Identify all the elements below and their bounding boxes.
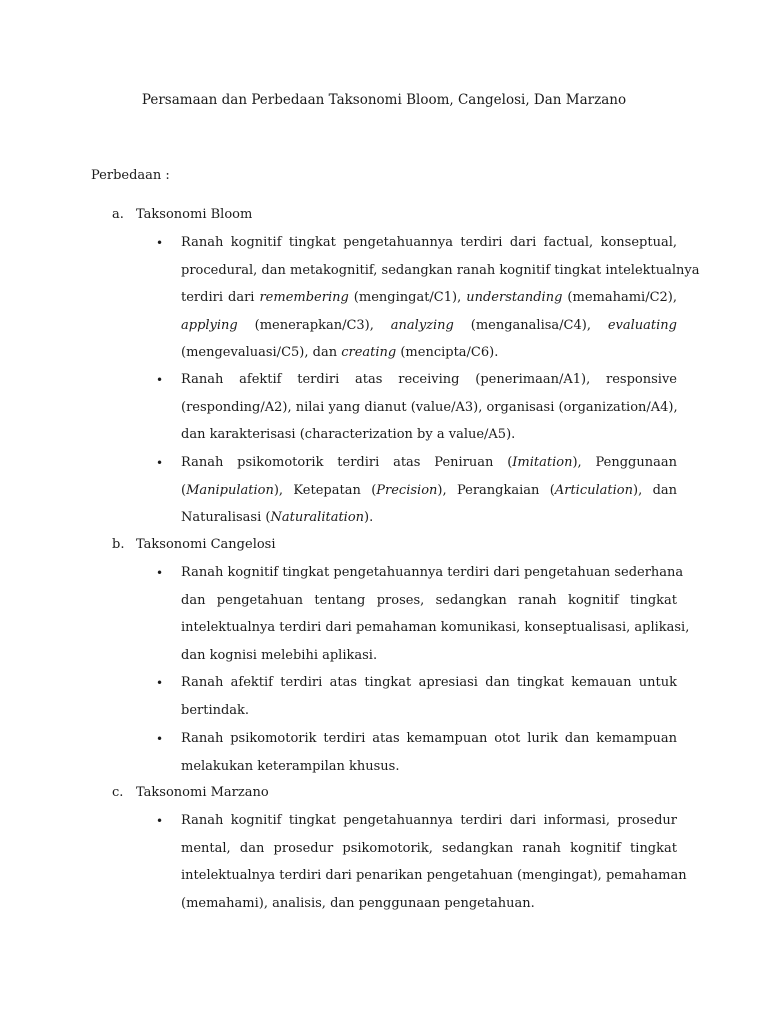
text-line [181, 449, 677, 477]
text-line [181, 504, 677, 532]
text-segment: mental, dan prosedur psikomotorik, sedangkan ranah kognitif tingkat [181, 840, 677, 856]
text-line [181, 284, 677, 312]
text-line [181, 339, 677, 367]
text-segment: (memahami/C2), [562, 290, 677, 305]
italic-term: Articulation [554, 482, 633, 498]
italic-term: Imitation [512, 455, 573, 470]
italic-term: creating [341, 345, 397, 360]
section-label: Taksonomi Cangelosi [136, 537, 276, 552]
text-line [181, 587, 677, 615]
text-segment: procedural, dan metakognitif, sedangkan ranah kognitif tingkat intelektualnya [181, 262, 700, 278]
list-item [181, 559, 690, 669]
section-letter: b. [112, 537, 125, 552]
text-line [181, 835, 677, 863]
text-line [181, 697, 677, 725]
text-line [181, 366, 677, 394]
list-item [181, 669, 677, 724]
text-segment: dan kognisi melebihi aplikasi. [181, 647, 378, 663]
text-line [181, 229, 677, 257]
text-line [181, 614, 690, 642]
text-line [181, 753, 677, 781]
text-segment: Ranah afektif terdiri atas receiving (penerimaan/A1), responsive [181, 372, 677, 387]
document-title: Persamaan dan Perbedaan Taksonomi Bloom, Cangelosi, Dan Marzano [141, 92, 627, 108]
text-segment: bertindak. [181, 702, 250, 718]
section-heading: Perbedaan : [91, 168, 170, 183]
section-label: Taksonomi Bloom [136, 207, 253, 222]
text-segment: Ranah psikomotorik terdiri atas kemampuan otot lurik dan kemampuan [181, 731, 677, 746]
bullet-icon: • [156, 814, 164, 828]
section-label: Taksonomi Marzano [136, 785, 269, 800]
italic-term: applying [181, 317, 238, 333]
bullet-icon: • [156, 236, 164, 250]
text-segment: (mengevaluasi/C5), dan [181, 345, 342, 360]
text-segment: Ranah afektif terdiri atas tingkat apresiasi dan tingkat kemauan untuk [181, 675, 677, 690]
text-segment: (memahami), analisis, dan penggunaan pengetahuan. [181, 895, 535, 911]
bullet-icon: • [156, 676, 164, 690]
italic-term: Manipulation [186, 482, 274, 498]
text-line [181, 257, 700, 285]
bullet-icon: • [156, 732, 164, 746]
text-segment: Ranah psikomotorik terdiri atas Peniruan ( [181, 455, 513, 470]
text-line [181, 890, 677, 918]
text-line [181, 862, 687, 890]
text-segment: dan pengetahuan tentang proses, sedangkan ranah kognitif tingkat [181, 592, 677, 608]
section-letter: c. [112, 785, 124, 800]
text-segment: Ranah kognitif tingkat pengetahuannya terdiri dari pengetahuan sederhana [181, 565, 684, 580]
text-segment: ), Ketepatan ( [273, 482, 377, 498]
italic-term: evaluating [607, 317, 677, 333]
bullet-icon: • [156, 373, 164, 387]
text-segment: (mengingat/C1), [348, 290, 467, 305]
list-item [181, 807, 687, 917]
italic-term: understanding [466, 290, 563, 305]
text-segment: intelektualnya terdiri dari pemahaman komunikasi, konseptualisasi, aplikasi, [181, 620, 690, 635]
bullet-icon: • [156, 456, 164, 470]
text-segment: intelektualnya terdiri dari penarikan pengetahuan (mengingat), pemahaman [181, 868, 687, 883]
italic-term: analyzing [390, 317, 454, 333]
text-segment: (menganalisa/C4), [453, 317, 608, 333]
text-segment: ), Penggunaan [572, 455, 677, 470]
text-segment: ), Perangkaian ( [437, 482, 555, 498]
text-line [181, 642, 677, 670]
list-item [181, 229, 700, 367]
text-segment: Ranah kognitif tingkat pengetahuannya terdiri dari informasi, prosedur [181, 813, 677, 828]
text-segment: (mencipta/C6). [396, 345, 499, 360]
bullet-icon: • [156, 566, 164, 580]
list-item [181, 449, 677, 532]
text-line [181, 807, 677, 835]
text-line [181, 477, 677, 505]
text-segment: dan karakterisasi (characterization by a value/A5). [181, 427, 516, 442]
text-line [181, 559, 684, 587]
italic-term: Precision [376, 482, 438, 498]
list-item [181, 725, 677, 780]
text-line [181, 669, 677, 697]
text-segment: Naturalisasi ( [181, 510, 271, 525]
text-segment: ), dan [633, 482, 678, 498]
text-line [181, 421, 677, 449]
italic-term: Naturalitation [270, 510, 365, 525]
text-line [181, 394, 677, 422]
text-segment: melakukan keterampilan khusus. [181, 758, 400, 774]
text-segment: (responding/A2), nilai yang dianut (value/A3), organisasi (organization/A4), [181, 399, 678, 415]
list-item [181, 366, 677, 449]
text-line [181, 312, 677, 340]
section-letter: a. [112, 207, 124, 222]
text-segment: terdiri dari [181, 290, 260, 305]
text-segment: ( [181, 482, 187, 498]
text-segment: ). [364, 510, 374, 525]
text-segment: (menerapkan/C3), [237, 317, 391, 333]
text-segment: Ranah kognitif tingkat pengetahuannya terdiri dari factual, konseptual, [181, 235, 677, 250]
text-line [181, 725, 677, 753]
italic-term: remembering [259, 290, 349, 305]
